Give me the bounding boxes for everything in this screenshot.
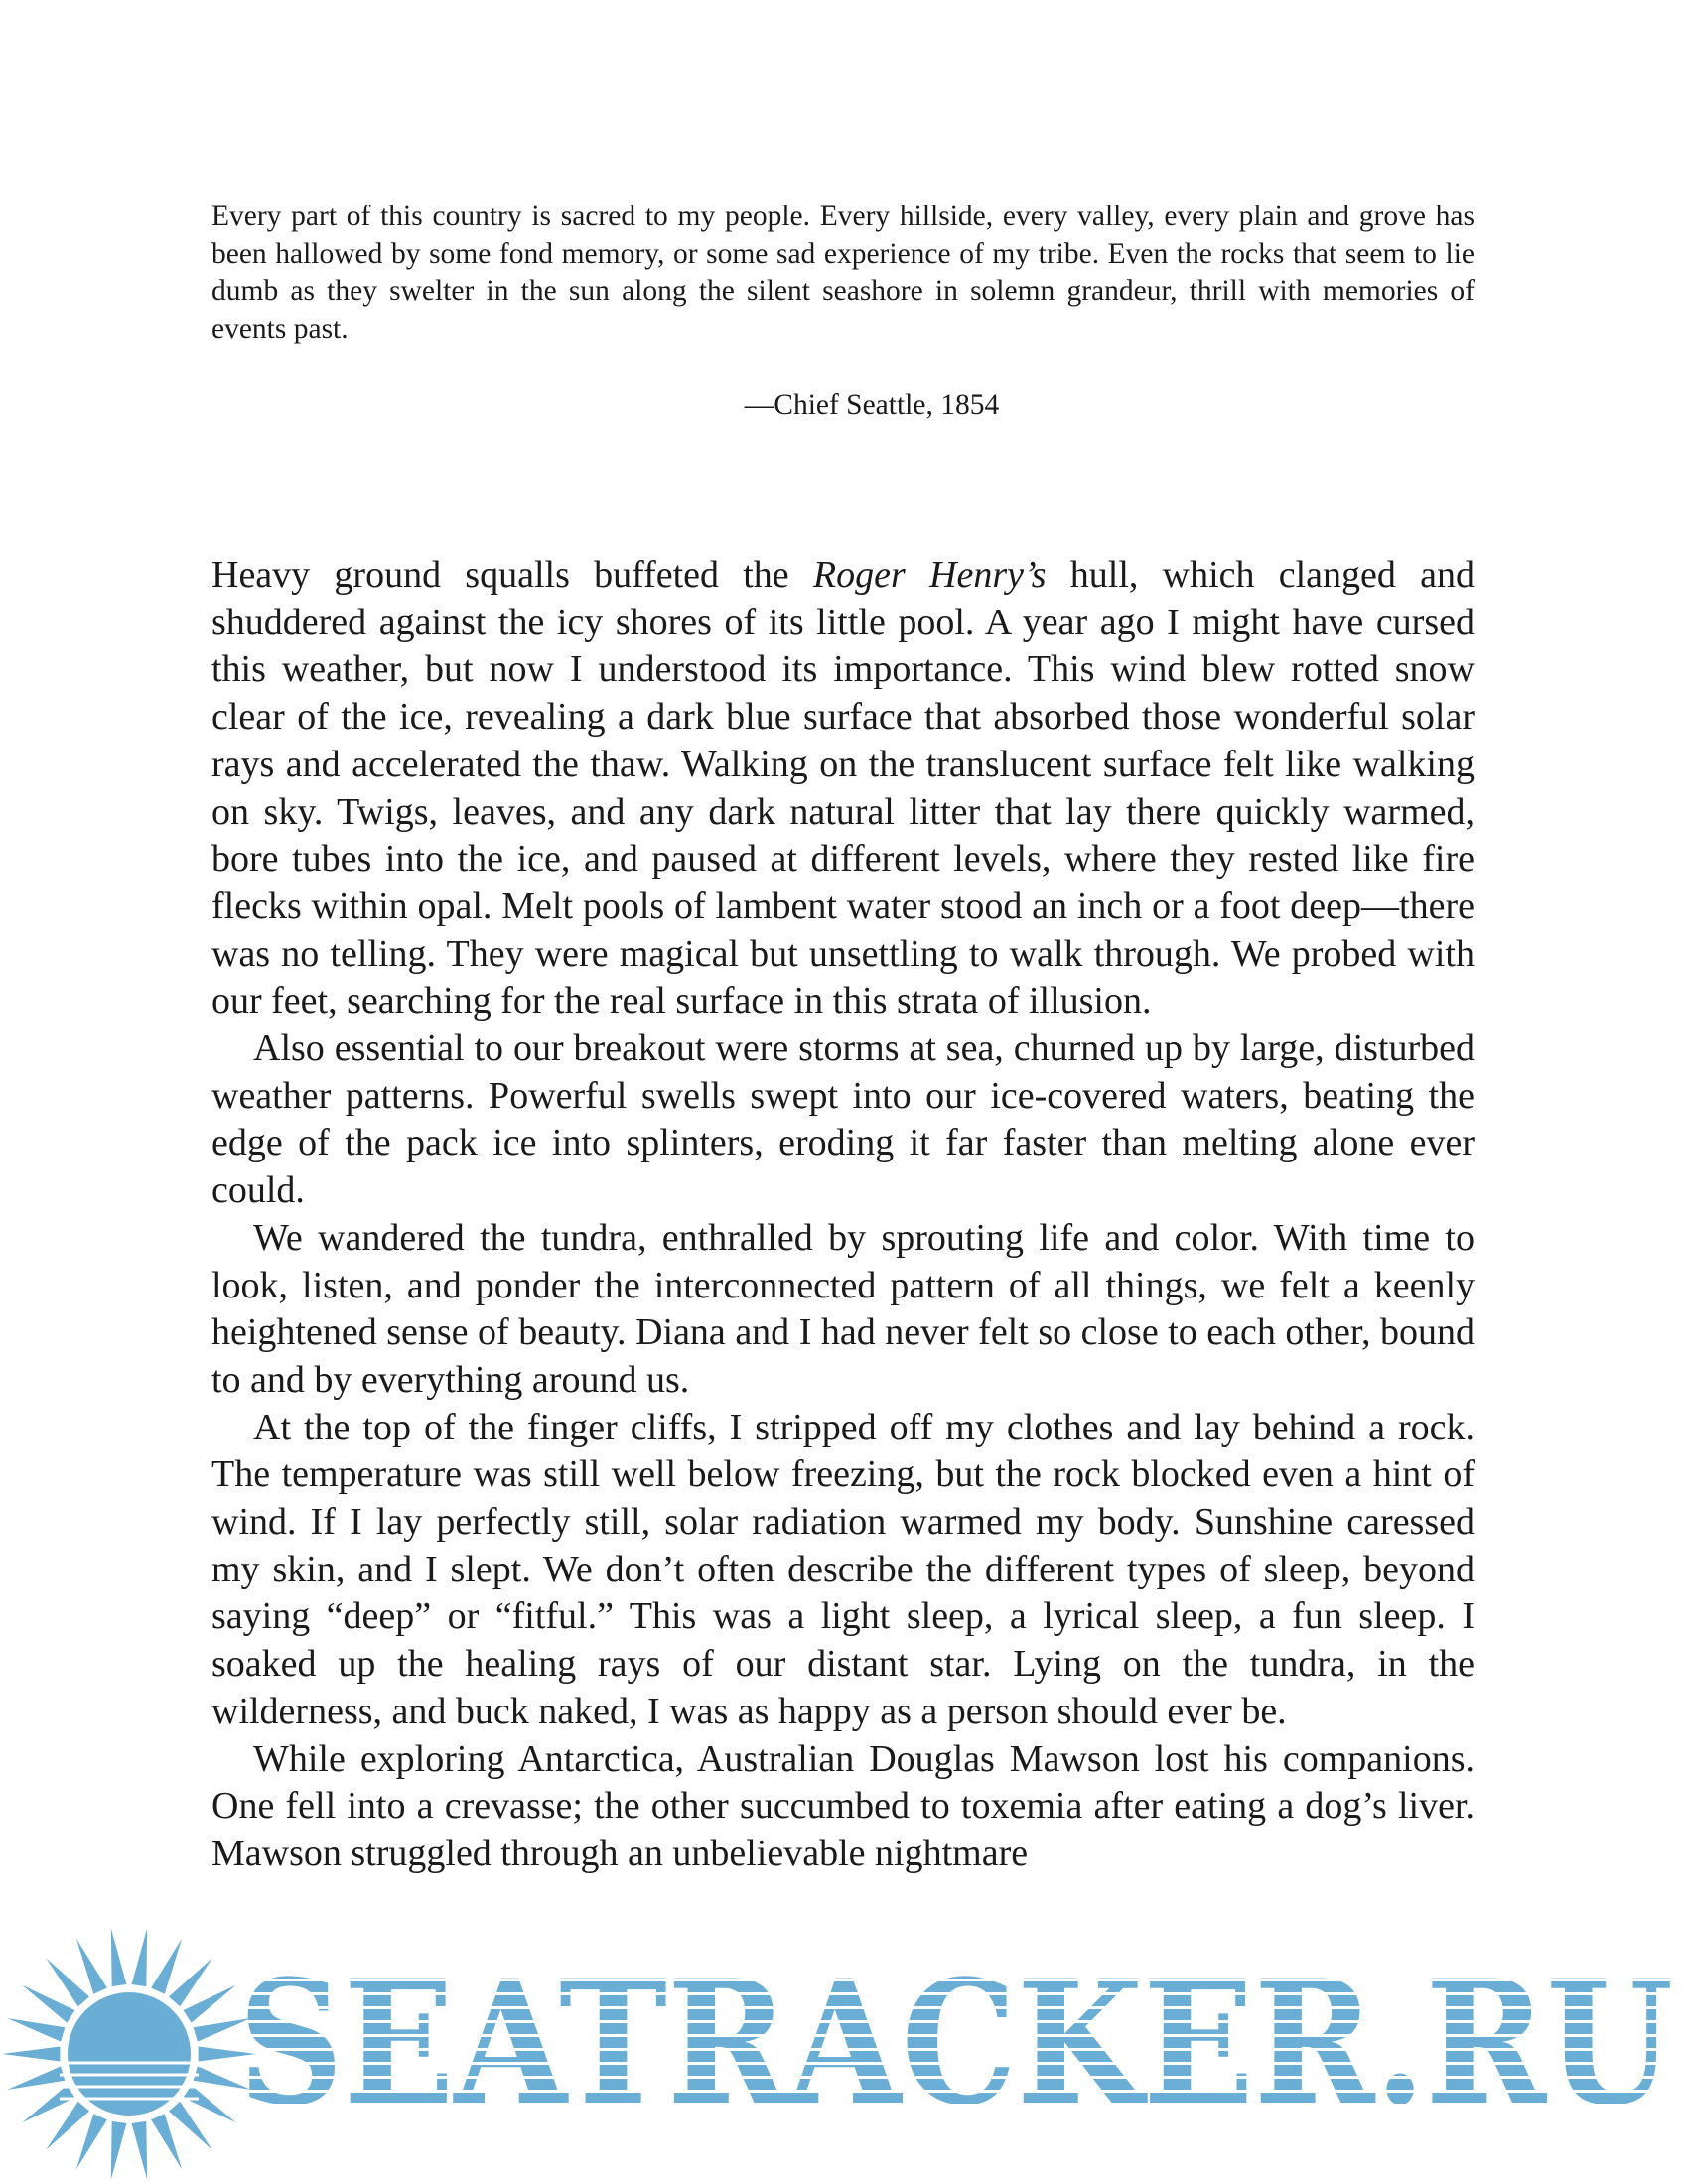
sun-ray — [169, 1958, 212, 2006]
sun-ray — [111, 2121, 127, 2180]
epigraph-attribution — [211, 389, 1475, 422]
watermark — [0, 1924, 1688, 2184]
sun-ray — [184, 1985, 236, 2023]
body-text — [211, 552, 1475, 1878]
paragraph-1-rest: hull, which clanged and shuddered against the icy shores of its little pool. A year ago I might have cursed this weather, but now I understood its importance. This wind blew rotted snow clear of the ice, revealing a dark blue surface that absorbed those wonderful solar rays and accelerated the thaw. Walking on the translucent surface felt like walking on sky. Twigs, leaves, and any dark natural litter that lay there quickly warmed, bore tubes into the ice, and paused at different levels, where they rested like fire flecks within opal. Melt pools of lambent water stood an inch or a foot deep—there was no telling. They were magical but unsettling to walk through. We probed with our feet, searching for the real surface in this strata of illusion. — [211, 554, 1476, 1023]
sun-ray — [7, 2066, 65, 2090]
sun-ray — [46, 1958, 89, 2006]
sun-ray — [76, 2114, 107, 2169]
sun-ray — [2, 2047, 60, 2062]
sun-ray — [76, 1939, 107, 1994]
attribution-text: —Chief Seattle, 1854 — [744, 389, 1000, 421]
sun-ray — [131, 1928, 147, 1986]
paragraph-4: At the top of the finger cliffs, I stripped off my clothes and lay behind a rock. The temperature was still well below freezing, but the rock blocked even a hint of wind. If I lay perfectly still, solar radiation warmed my body. Sunshine caressed my skin, and I slept. We don’t often describe the different types of sleep, beyond saying “deep” or “fitful.” This was a light sleep, a lyrical sleep, a fun sleep. I soaked up the healing rays of our distant star. Lying on the tundra, in the wilderness, and buck naked, I was as happy as a person should ever be. — [211, 1406, 1475, 1732]
epigraph-quote: Every part of this country is sacred to my people. Every hillside, every valley, every plain and grove has been hallowed by some fond memory, or some sad experience of my tribe. Even the rocks that seem to lie dumb as they swelter in the sun along the silent seashore in solemn grandeur, thrill with memories of events past. — [211, 201, 1475, 344]
paragraph-1 — [211, 552, 1475, 1025]
sun-ray — [22, 1985, 74, 2023]
sun-ray — [169, 2102, 212, 2150]
ship-name: Roger Henry’s — [812, 554, 1047, 596]
watermark-text: SEATRACKER.RU — [238, 1954, 1673, 2132]
paragraph-5: While exploring Antarctica, Australian Douglas Mawson lost his companions. One fell into a crevasse; the other succumbed to toxemia after eating a dog’s liver. Mawson struggled through an unbelievable nightmare — [211, 1737, 1475, 1874]
sun-ray — [184, 2085, 236, 2122]
sun-logo-icon — [0, 1924, 268, 2184]
sun-ray — [46, 2102, 89, 2150]
sun-ray — [7, 2018, 65, 2042]
sun-ray — [151, 2114, 182, 2169]
paragraph-3: We wandered the tundra, enthralled by sprouting life and color. With time to look, listen, and ponder the interconnected pattern of all things, we felt a keenly heightened sense of beauty. Diana and I had never felt so close to each other, bound to and by everything around us. — [211, 1216, 1475, 1401]
sun-ray — [131, 2121, 147, 2180]
paragraph-2: Also essential to our breakout were storms at sea, churned up by large, disturbed weather patterns. Powerful swells swept into our ice-covered waters, beating the edge of the pack ice into splinters, eroding it far faster than melting alone ever could. — [211, 1027, 1475, 1212]
sun-ray — [151, 1939, 182, 1994]
sun-ray — [22, 2085, 74, 2122]
watermark-wordmark — [238, 1954, 1688, 2132]
sun-ray — [111, 1928, 127, 1986]
paragraph-1-start: Heavy ground squalls buffeted the — [211, 554, 813, 596]
sun-disc — [68, 1992, 191, 2116]
